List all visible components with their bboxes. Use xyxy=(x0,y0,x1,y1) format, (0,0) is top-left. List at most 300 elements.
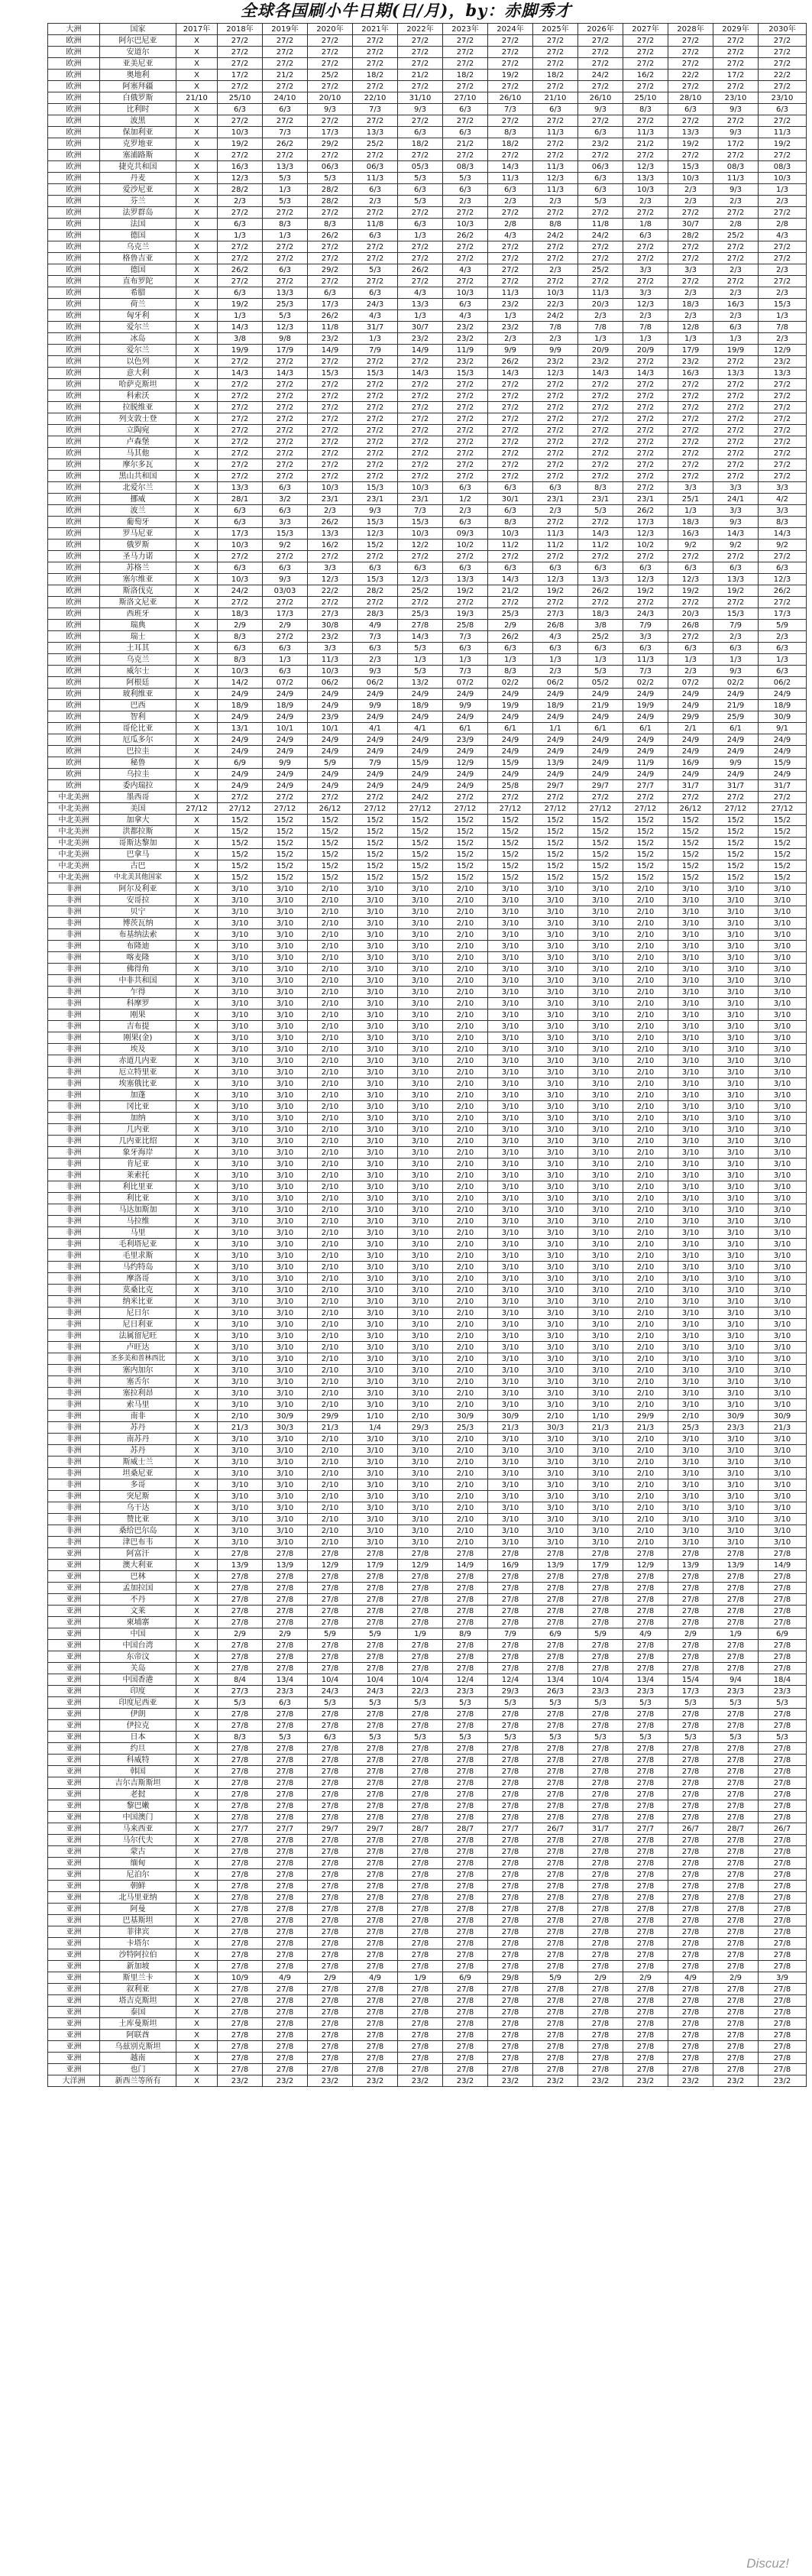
date-cell: 5/3 xyxy=(398,196,443,207)
date-cell: 27/8 xyxy=(353,1858,398,1869)
date-cell: 2/10 xyxy=(308,1227,353,1239)
date-cell: 27/8 xyxy=(443,1835,488,1846)
date-cell: X xyxy=(176,1995,218,2007)
table-row xyxy=(48,390,807,402)
date-cell: 14/3 xyxy=(218,368,263,379)
date-cell: 27/8 xyxy=(759,1583,807,1594)
date-cell: 2/10 xyxy=(308,1170,353,1181)
continent-cell: 非洲 xyxy=(48,1273,100,1285)
date-cell: 3/10 xyxy=(263,1044,308,1055)
date-cell: 25/3 xyxy=(668,1422,713,1434)
date-cell: 3/2 xyxy=(263,494,308,505)
date-cell: 27/8 xyxy=(668,1926,713,1938)
date-cell: X xyxy=(176,1376,218,1388)
date-cell: 2/10 xyxy=(623,1181,668,1193)
date-cell: 3/10 xyxy=(533,883,578,895)
table-row xyxy=(48,1353,807,1365)
table-row xyxy=(48,585,807,597)
date-cell: 27/8 xyxy=(443,1915,488,1926)
table-row xyxy=(48,1858,807,1869)
table-row xyxy=(48,276,807,287)
table-row xyxy=(48,1617,807,1628)
date-cell: 27/8 xyxy=(488,2064,533,2075)
country-cell: 几内亚 xyxy=(100,1124,176,1136)
date-cell: 3/10 xyxy=(218,1285,263,1296)
date-cell: X xyxy=(176,1881,218,1892)
continent-cell: 亚洲 xyxy=(48,1743,100,1755)
continent-cell: 欧洲 xyxy=(48,551,100,562)
country-cell: 阿联酋 xyxy=(100,2030,176,2041)
date-cell: 27/2 xyxy=(713,402,759,413)
date-cell: 27/8 xyxy=(623,1789,668,1800)
date-cell: 27/8 xyxy=(443,1640,488,1651)
date-cell: 3/10 xyxy=(668,1250,713,1262)
continent-cell: 亚洲 xyxy=(48,1915,100,1926)
date-cell: 27/8 xyxy=(218,1571,263,1583)
date-cell: 27/8 xyxy=(668,2030,713,2041)
date-cell: 16/3 xyxy=(713,299,759,310)
date-cell: 10/4 xyxy=(578,1674,623,1686)
country-cell: 德国 xyxy=(100,230,176,241)
date-cell: 15/2 xyxy=(398,815,443,826)
date-cell: 3/10 xyxy=(668,1296,713,1307)
date-cell: 3/10 xyxy=(353,1193,398,1204)
date-cell: 27/2 xyxy=(623,413,668,425)
date-cell: 27/8 xyxy=(578,1995,623,2007)
date-cell: 3/10 xyxy=(218,1032,263,1044)
date-cell: 27/8 xyxy=(668,1789,713,1800)
date-cell: 3/10 xyxy=(578,1078,623,1090)
date-cell: 3/10 xyxy=(578,1204,623,1216)
date-cell: 27/8 xyxy=(759,2007,807,2018)
date-cell: 27/8 xyxy=(578,1869,623,1881)
date-cell: 2/10 xyxy=(308,1204,353,1216)
continent-cell: 欧洲 xyxy=(48,115,100,127)
date-cell: 2/10 xyxy=(443,1147,488,1158)
date-cell: 27/8 xyxy=(533,1904,578,1915)
date-cell: 2/10 xyxy=(443,1170,488,1181)
date-cell: 8/3 xyxy=(488,127,533,138)
date-cell: 3/10 xyxy=(488,1158,533,1170)
date-cell: 27/2 xyxy=(218,35,263,47)
date-cell: 3/10 xyxy=(533,1227,578,1239)
date-cell: 15/4 xyxy=(668,1674,713,1686)
date-cell: 3/10 xyxy=(218,998,263,1009)
date-cell: 27/8 xyxy=(353,1881,398,1892)
date-cell: 3/10 xyxy=(353,1525,398,1537)
date-cell: X xyxy=(176,574,218,585)
date-cell: 27/8 xyxy=(668,1938,713,1949)
date-cell: X xyxy=(176,35,218,47)
date-cell: 27/8 xyxy=(218,1984,263,1995)
date-cell: 3/10 xyxy=(713,998,759,1009)
date-cell: 25/2 xyxy=(713,230,759,241)
date-cell: 27/2 xyxy=(488,471,533,482)
date-cell: 9/9 xyxy=(263,757,308,769)
date-cell: 3/10 xyxy=(578,987,623,998)
date-cell: 3/10 xyxy=(263,1032,308,1044)
continent-cell: 中北美洲 xyxy=(48,860,100,872)
date-cell: 24/9 xyxy=(263,780,308,792)
date-cell: 27/2 xyxy=(218,81,263,92)
date-cell: 27/8 xyxy=(308,1617,353,1628)
date-cell: 13/3 xyxy=(759,368,807,379)
date-cell: 27/8 xyxy=(578,1617,623,1628)
date-cell: 24/9 xyxy=(488,711,533,723)
date-cell: 6/3 xyxy=(353,230,398,241)
date-cell: X xyxy=(176,2041,218,2053)
date-cell: 27/8 xyxy=(443,1720,488,1732)
date-cell: 5/3 xyxy=(578,1732,623,1743)
date-cell: 2/3 xyxy=(353,196,398,207)
date-cell: X xyxy=(176,2007,218,2018)
country-cell: 乍得 xyxy=(100,987,176,998)
date-cell: 2/3 xyxy=(578,310,623,322)
date-cell: 27/8 xyxy=(759,1846,807,1858)
date-cell: 3/10 xyxy=(713,941,759,952)
date-cell: 27/8 xyxy=(533,1892,578,1904)
date-cell: 28/10 xyxy=(668,92,713,104)
date-cell: 27/2 xyxy=(398,471,443,482)
date-cell: 9/3 xyxy=(398,104,443,115)
continent-cell: 亚洲 xyxy=(48,1583,100,1594)
date-cell: 3/10 xyxy=(713,929,759,941)
table-row xyxy=(48,1307,807,1319)
date-cell: 15/2 xyxy=(398,849,443,860)
country-cell: 马拉维 xyxy=(100,1216,176,1227)
date-cell: 5/9 xyxy=(308,1628,353,1640)
date-cell: 3/10 xyxy=(218,1479,263,1491)
date-cell: 27/2 xyxy=(353,459,398,471)
date-cell: 2/10 xyxy=(308,883,353,895)
date-cell: 3/10 xyxy=(488,1055,533,1067)
date-cell: 27/8 xyxy=(668,1800,713,1812)
date-cell: 3/10 xyxy=(533,1250,578,1262)
table-row xyxy=(48,425,807,436)
date-cell: 3/10 xyxy=(398,1502,443,1514)
continent-cell: 欧洲 xyxy=(48,196,100,207)
date-cell: X xyxy=(176,1972,218,1984)
date-cell: 3/10 xyxy=(759,1537,807,1548)
date-cell: 2/9 xyxy=(488,620,533,631)
date-cell: 27/8 xyxy=(623,1915,668,1926)
country-cell: 巴拿马 xyxy=(100,849,176,860)
date-cell: 22/2 xyxy=(308,585,353,597)
date-cell: 18/9 xyxy=(263,700,308,711)
date-cell: 6/3 xyxy=(443,104,488,115)
date-cell: 15/2 xyxy=(398,860,443,872)
date-cell: X xyxy=(176,1846,218,1858)
date-cell: 13/9 xyxy=(263,1560,308,1571)
date-cell: 3/10 xyxy=(488,1044,533,1055)
date-cell: 3/10 xyxy=(578,1170,623,1181)
date-cell: 21/10 xyxy=(533,92,578,104)
date-cell: 3/10 xyxy=(713,918,759,929)
date-cell: 7/3 xyxy=(398,505,443,517)
date-cell: 2/10 xyxy=(308,998,353,1009)
date-cell: 10/3 xyxy=(218,540,263,551)
date-cell: 27/8 xyxy=(623,1709,668,1720)
table-row xyxy=(48,161,807,173)
date-cell: 1/3 xyxy=(398,654,443,666)
date-cell: 3/10 xyxy=(668,1032,713,1044)
date-cell: 27/8 xyxy=(263,1709,308,1720)
table-row xyxy=(48,1250,807,1262)
date-cell: 3/10 xyxy=(668,1055,713,1067)
date-cell: 15/2 xyxy=(578,838,623,849)
date-cell: 15/9 xyxy=(488,757,533,769)
date-cell: 27/8 xyxy=(353,1594,398,1606)
table-row xyxy=(48,815,807,826)
date-cell: 2/9 xyxy=(578,1972,623,1984)
date-cell: 27/8 xyxy=(623,2007,668,2018)
date-cell: 25/10 xyxy=(218,92,263,104)
date-cell: 23/2 xyxy=(759,356,807,368)
date-cell: 6/1 xyxy=(488,723,533,734)
date-cell: 25/3 xyxy=(443,1422,488,1434)
date-cell: 26/8 xyxy=(533,620,578,631)
date-cell: 27/8 xyxy=(713,1949,759,1961)
country-cell: 中国 xyxy=(100,1628,176,1640)
date-cell: 3/10 xyxy=(533,1136,578,1147)
date-cell: 15/2 xyxy=(623,838,668,849)
date-cell: 27/8 xyxy=(443,1904,488,1915)
date-cell: 26/2 xyxy=(308,230,353,241)
date-cell: X xyxy=(176,1353,218,1365)
table-row xyxy=(48,1388,807,1399)
date-cell: 6/3 xyxy=(488,505,533,517)
date-cell: 27/8 xyxy=(759,1766,807,1777)
date-cell: 06/3 xyxy=(353,161,398,173)
date-cell: 27/8 xyxy=(398,1743,443,1755)
date-cell: 27/8 xyxy=(353,1835,398,1846)
continent-cell: 欧洲 xyxy=(48,161,100,173)
date-cell: 29/7 xyxy=(308,1823,353,1835)
date-cell: 3/10 xyxy=(353,1181,398,1193)
country-cell: 冰岛 xyxy=(100,333,176,345)
date-cell: 27/8 xyxy=(488,2041,533,2053)
continent-cell: 非洲 xyxy=(48,1124,100,1136)
date-cell: 3/10 xyxy=(263,1307,308,1319)
date-cell: 27/2 xyxy=(218,597,263,608)
date-cell: 27/8 xyxy=(263,2053,308,2064)
date-cell: 11/3 xyxy=(533,127,578,138)
date-cell: 3/8 xyxy=(578,620,623,631)
date-cell: 2/10 xyxy=(623,1491,668,1502)
date-cell: 11/3 xyxy=(759,127,807,138)
date-cell: 21/2 xyxy=(263,70,308,81)
continent-cell: 非洲 xyxy=(48,1445,100,1456)
date-cell: 6/3 xyxy=(263,482,308,494)
date-cell: 2/10 xyxy=(623,1250,668,1262)
date-cell: 3/10 xyxy=(578,941,623,952)
date-cell: 27/2 xyxy=(668,35,713,47)
continent-cell: 亚洲 xyxy=(48,2053,100,2064)
date-cell: 27/2 xyxy=(353,390,398,402)
date-cell: 2/3 xyxy=(533,264,578,276)
continent-cell: 亚洲 xyxy=(48,1926,100,1938)
date-cell: 3/10 xyxy=(353,987,398,998)
date-cell: 3/10 xyxy=(353,1136,398,1147)
date-cell: 3/10 xyxy=(578,1067,623,1078)
date-cell: 24/9 xyxy=(668,700,713,711)
date-cell: 31/7 xyxy=(668,780,713,792)
date-cell: 2/10 xyxy=(443,1376,488,1388)
date-cell: 22/2 xyxy=(668,70,713,81)
date-cell: 3/10 xyxy=(759,1193,807,1204)
date-cell: 3/10 xyxy=(218,1330,263,1342)
date-cell: 27/8 xyxy=(759,1606,807,1617)
date-cell: 27/2 xyxy=(353,792,398,803)
date-cell: 18/3 xyxy=(578,608,623,620)
date-cell: 2/10 xyxy=(443,1342,488,1353)
date-cell: 3/10 xyxy=(668,1525,713,1537)
date-cell: 18/2 xyxy=(353,70,398,81)
date-cell: X xyxy=(176,58,218,70)
date-cell: 3/10 xyxy=(759,1078,807,1090)
date-cell: 24/3 xyxy=(353,1686,398,1697)
date-cell: 2/10 xyxy=(623,1262,668,1273)
date-cell: 2/10 xyxy=(623,1285,668,1296)
date-cell: 27/8 xyxy=(533,1777,578,1789)
date-cell: 3/10 xyxy=(533,1434,578,1445)
date-cell: 24/9 xyxy=(533,689,578,700)
date-cell: 27/2 xyxy=(263,379,308,390)
table-row xyxy=(48,219,807,230)
continent-cell: 非洲 xyxy=(48,1262,100,1273)
country-cell: 古巴 xyxy=(100,860,176,872)
date-cell: 3/10 xyxy=(398,1434,443,1445)
date-cell: 13/3 xyxy=(218,482,263,494)
date-cell: X xyxy=(176,505,218,517)
date-cell: 5/3 xyxy=(443,173,488,184)
date-cell: 2/10 xyxy=(443,1124,488,1136)
date-cell: 15/2 xyxy=(759,838,807,849)
date-cell: 27/8 xyxy=(308,1743,353,1755)
continent-cell: 非洲 xyxy=(48,1032,100,1044)
date-cell: 3/10 xyxy=(759,1147,807,1158)
date-cell: 3/10 xyxy=(533,952,578,964)
date-cell: 3/10 xyxy=(488,1216,533,1227)
date-cell: 16/3 xyxy=(218,161,263,173)
date-cell: 23/2 xyxy=(443,333,488,345)
table-row xyxy=(48,1663,807,1674)
country-cell: 南苏丹 xyxy=(100,1434,176,1445)
table-row xyxy=(48,322,807,333)
date-cell: 27/8 xyxy=(533,1789,578,1800)
country-cell: 布基纳法索 xyxy=(100,929,176,941)
date-cell: 2/3 xyxy=(713,310,759,322)
date-cell: 2/10 xyxy=(443,1262,488,1273)
date-cell: 6/3 xyxy=(218,219,263,230)
date-cell: 27/2 xyxy=(263,402,308,413)
date-cell: 2/10 xyxy=(308,1399,353,1411)
date-cell: 27/8 xyxy=(759,1961,807,1972)
date-cell: 27/8 xyxy=(398,1663,443,1674)
date-cell: 27/8 xyxy=(488,1926,533,1938)
date-cell: 5/3 xyxy=(398,173,443,184)
date-cell: 15/2 xyxy=(263,849,308,860)
date-cell: 3/10 xyxy=(759,1044,807,1055)
date-cell: 1/3 xyxy=(759,654,807,666)
date-cell: 2/10 xyxy=(308,1365,353,1376)
table-row xyxy=(48,838,807,849)
country-cell: 巴基斯坦 xyxy=(100,1915,176,1926)
date-cell: 11/3 xyxy=(623,127,668,138)
date-cell: 3/10 xyxy=(713,1090,759,1101)
date-cell: 3/10 xyxy=(713,1273,759,1285)
date-cell: 2/10 xyxy=(308,1502,353,1514)
country-cell: 土库曼斯坦 xyxy=(100,2018,176,2030)
date-cell: 9/3 xyxy=(308,104,353,115)
date-cell: 2/8 xyxy=(488,219,533,230)
date-cell: 3/10 xyxy=(488,1399,533,1411)
date-cell: 27/2 xyxy=(398,207,443,219)
date-cell: 15/2 xyxy=(443,860,488,872)
date-cell: 3/10 xyxy=(218,929,263,941)
date-cell: 27/8 xyxy=(443,1800,488,1812)
date-cell: 3/10 xyxy=(398,1090,443,1101)
date-cell: 3/10 xyxy=(263,975,308,987)
date-cell: 27/8 xyxy=(308,1858,353,1869)
date-cell: 27/2 xyxy=(578,448,623,459)
date-cell: 27/8 xyxy=(533,1617,578,1628)
date-cell: 27/2 xyxy=(308,436,353,448)
date-cell: 13/3 xyxy=(578,574,623,585)
continent-cell: 非洲 xyxy=(48,998,100,1009)
date-cell: 27/8 xyxy=(353,1961,398,1972)
country-cell: 佛得角 xyxy=(100,964,176,975)
date-cell: 3/10 xyxy=(533,1067,578,1078)
date-cell: 2/3 xyxy=(488,196,533,207)
date-cell: 27/2 xyxy=(623,81,668,92)
date-cell: 3/10 xyxy=(398,1181,443,1193)
continent-cell: 非洲 xyxy=(48,1136,100,1147)
date-cell: 3/10 xyxy=(533,1376,578,1388)
date-cell: 10/3 xyxy=(218,127,263,138)
country-cell: 直布罗陀 xyxy=(100,276,176,287)
date-cell: 27/2 xyxy=(218,425,263,436)
date-cell: X xyxy=(176,2018,218,2030)
date-cell: 5/3 xyxy=(263,310,308,322)
date-cell: 3/10 xyxy=(759,1445,807,1456)
table-row xyxy=(48,1262,807,1273)
date-cell: 27/2 xyxy=(623,792,668,803)
date-cell: 9/3 xyxy=(263,574,308,585)
date-cell: 3/10 xyxy=(488,964,533,975)
date-cell: X xyxy=(176,585,218,597)
date-cell: 15/2 xyxy=(713,872,759,883)
date-cell: 3/10 xyxy=(398,941,443,952)
date-cell: 27/8 xyxy=(443,2053,488,2064)
date-cell: 27/8 xyxy=(308,1892,353,1904)
date-cell: 27/8 xyxy=(353,1938,398,1949)
continent-cell: 非洲 xyxy=(48,1319,100,1330)
date-cell: 27/8 xyxy=(308,1869,353,1881)
date-cell: 27/8 xyxy=(668,1869,713,1881)
date-cell: 3/10 xyxy=(353,1067,398,1078)
date-cell: 15/2 xyxy=(713,860,759,872)
continent-cell: 非洲 xyxy=(48,1365,100,1376)
date-cell: X xyxy=(176,700,218,711)
date-cell: 27/8 xyxy=(623,1858,668,1869)
date-cell: 27/2 xyxy=(713,436,759,448)
date-cell: 08/3 xyxy=(713,161,759,173)
country-cell: 墨西哥 xyxy=(100,792,176,803)
date-cell: 3/10 xyxy=(578,1491,623,1502)
date-cell: 8/9 xyxy=(443,1628,488,1640)
date-cell: 27/8 xyxy=(398,1617,443,1628)
